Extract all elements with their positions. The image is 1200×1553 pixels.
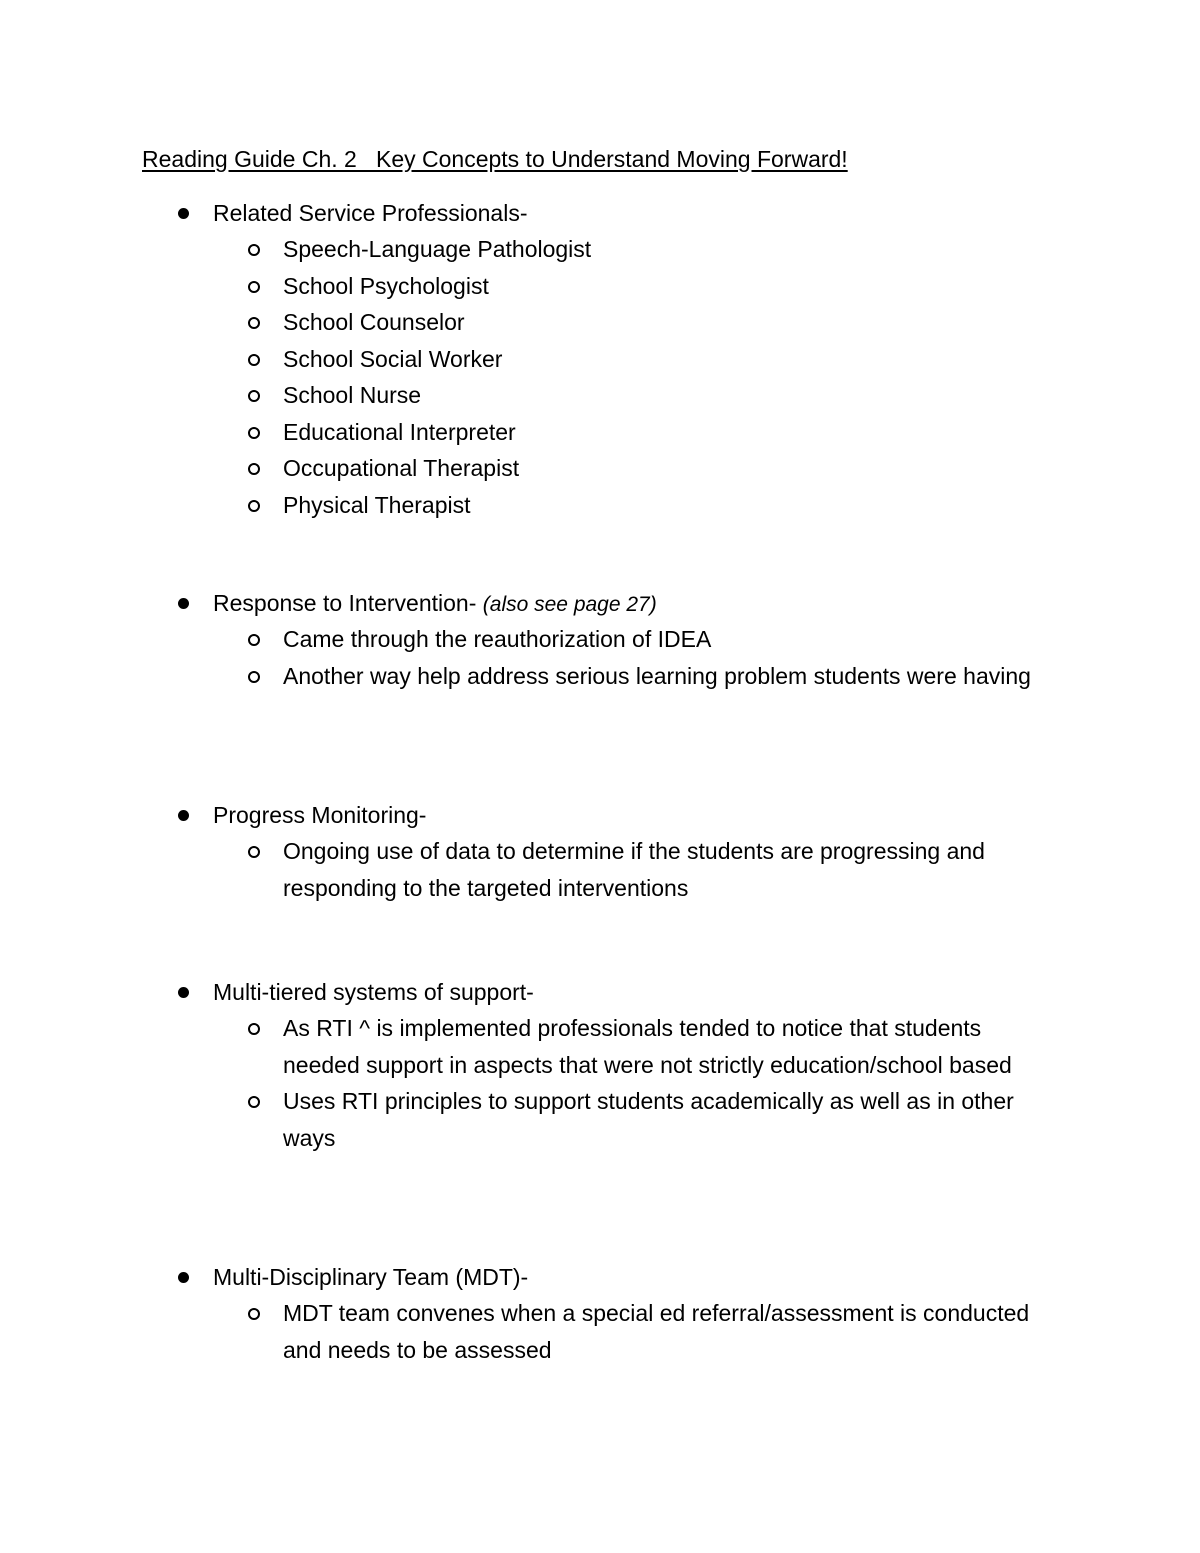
list-item: Occupational Therapist bbox=[0, 450, 1200, 487]
section-multi-disciplinary-team bbox=[0, 1259, 1200, 1379]
hollow-circle-bullet-icon bbox=[248, 500, 260, 512]
list-item: MDT team convenes when a special ed referral/assessment is conducted and needs to be assessed bbox=[0, 1295, 1200, 1368]
list-item: Uses RTI principles to support students academically as well as in other ways bbox=[0, 1083, 1200, 1156]
list-item: Ongoing use of data to determine if the students are progressing and responding to the targeted interventions bbox=[0, 833, 1200, 906]
hollow-circle-bullet-icon bbox=[248, 281, 260, 293]
hollow-circle-bullet-icon bbox=[248, 1308, 260, 1320]
list-item: School Counselor bbox=[0, 304, 1200, 341]
section-heading: Multi-Disciplinary Team (MDT)- bbox=[213, 1264, 529, 1290]
list-item: Educational Interpreter bbox=[0, 414, 1200, 451]
hollow-circle-bullet-icon bbox=[248, 1023, 260, 1035]
sections-list bbox=[0, 195, 1200, 1379]
hollow-circle-bullet-icon bbox=[248, 671, 260, 683]
list-item: School Psychologist bbox=[0, 268, 1200, 305]
section-heading-row bbox=[0, 585, 1200, 621]
section-heading-row bbox=[0, 797, 1200, 833]
hollow-circle-bullet-icon bbox=[248, 634, 260, 646]
section-progress-monitoring bbox=[0, 797, 1200, 974]
list-item: School Nurse bbox=[0, 377, 1200, 414]
section-heading-row bbox=[0, 974, 1200, 1010]
sub-list bbox=[0, 231, 1200, 523]
section-heading bbox=[213, 585, 657, 623]
hollow-circle-bullet-icon bbox=[248, 390, 260, 402]
hollow-circle-bullet-icon bbox=[248, 427, 260, 439]
section-heading: Multi-tiered systems of support- bbox=[213, 979, 534, 1005]
list-item: School Social Worker bbox=[0, 341, 1200, 378]
section-heading: Progress Monitoring- bbox=[213, 802, 427, 828]
hollow-circle-bullet-icon bbox=[248, 463, 260, 475]
list-item: Another way help address serious learning problem students were having bbox=[0, 658, 1200, 695]
bullet-dot-icon bbox=[178, 987, 189, 998]
bullet-dot-icon bbox=[178, 1272, 189, 1283]
list-item: As RTI ^ is implemented professionals tended to notice that students needed support in aspects that were not strictly education/school based bbox=[0, 1010, 1200, 1083]
sub-list bbox=[0, 833, 1200, 906]
hollow-circle-bullet-icon bbox=[248, 354, 260, 366]
list-item: Came through the reauthorization of IDEA bbox=[0, 621, 1200, 658]
page-reference-note: (also see page 27) bbox=[482, 593, 657, 616]
list-item: Speech-Language Pathologist bbox=[0, 231, 1200, 268]
section-response-to-intervention bbox=[0, 585, 1200, 797]
section-heading: Related Service Professionals- bbox=[213, 200, 528, 226]
bullet-dot-icon bbox=[178, 208, 189, 219]
hollow-circle-bullet-icon bbox=[248, 244, 260, 256]
sub-list bbox=[0, 621, 1200, 694]
hollow-circle-bullet-icon bbox=[248, 846, 260, 858]
list-item: Physical Therapist bbox=[0, 487, 1200, 524]
document-title: Reading Guide Ch. 2 Key Concepts to Understand Moving Forward! bbox=[142, 146, 848, 172]
bullet-dot-icon bbox=[178, 598, 189, 609]
section-heading-row bbox=[0, 1259, 1200, 1295]
section-heading-text: Response to Intervention- bbox=[213, 590, 483, 616]
section-multi-tiered-systems bbox=[0, 974, 1200, 1259]
section-related-service-professionals bbox=[0, 195, 1200, 585]
sub-list bbox=[0, 1010, 1200, 1156]
hollow-circle-bullet-icon bbox=[248, 317, 260, 329]
section-heading-row bbox=[0, 195, 1200, 231]
bullet-dot-icon bbox=[178, 810, 189, 821]
hollow-circle-bullet-icon bbox=[248, 1096, 260, 1108]
sub-list bbox=[0, 1295, 1200, 1368]
